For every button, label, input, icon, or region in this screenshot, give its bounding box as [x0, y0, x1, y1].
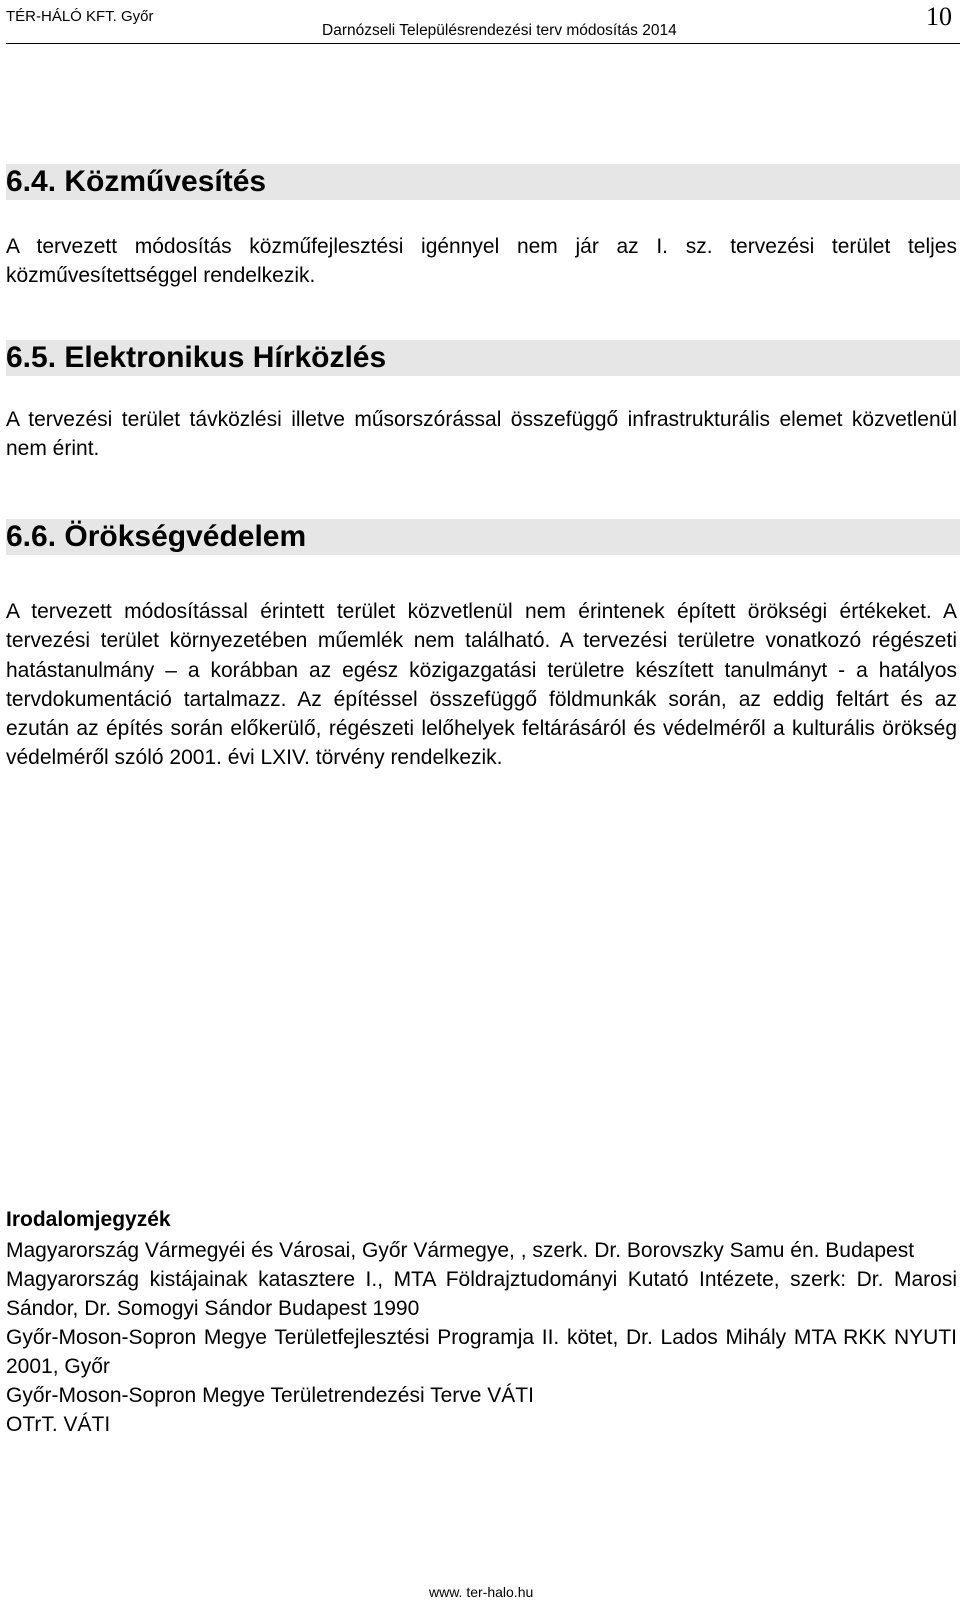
- bibliography-item: Győr-Moson-Sopron Megye Területrendezési Terve VÁTI: [6, 1384, 534, 1407]
- section-body-hirkozles: A tervezési terület távközlési illetve műsorszórással összefüggő infrastrukturális elemet közvetlenül nem érint.: [6, 408, 957, 461]
- bibliography-item: Magyarország Vármegyéi és Városai, Győr Vármegye, , szerk. Dr. Borovszky Samu én. Budapest: [6, 1239, 915, 1262]
- header-document-title: Darnózseli Településrendezési terv módosítás 2014: [322, 22, 677, 39]
- page-number: 10: [926, 2, 952, 31]
- section-title-oroksegvedelem: 6.6. Örökségvédelem: [6, 520, 307, 553]
- header-company: TÉR-HÁLÓ KFT. Győr: [6, 8, 154, 25]
- bibliography-heading: Irodalomjegyzék: [6, 1208, 171, 1231]
- bibliography-item: Magyarország kistájainak katasztere I., MTA Földrajztudományi Kutató Intézete, szerk: Dr. Marosi Sándor, Dr. Somogyi Sándor Budapest 1990: [6, 1268, 957, 1320]
- section-title-kozmuvesites: 6.4. Közművesítés: [6, 165, 267, 198]
- header-divider: [6, 43, 960, 44]
- bibliography-item: Győr-Moson-Sopron Megye Területfejlesztési Programja II. kötet, Dr. Lados Mihály MTA RKK NYUTI 2001, Győr: [6, 1326, 957, 1378]
- footer-website: www. ter-halo.hu: [429, 1584, 534, 1600]
- section-body-kozmuvesites: A tervezett módosítás közműfejlesztési igénnyel nem jár az I. sz. tervezési terület teljes közművesítettséggel rendelkezik.: [6, 235, 957, 288]
- bibliography-item: OTrT. VÁTI: [6, 1413, 111, 1436]
- section-body-oroksegvedelem: A tervezett módosítással érintett terület közvetlenül nem érintenek épített örökségi értékeket. A tervezési terület környezetében műemlék nem található. A tervezési területre vonatkozó régészeti hatástanulmány – a korábban az egész közigazgatási területre készített tanulmányt - a hatályos tervdokumentáció tartalmazz. Az építéssel összefüggő földmunkák során, az eddig feltárt és az ezután az építés során előkerülő, régészeti lelőhelyek feltárásáról és védelméről a kulturális örökség védelméről szóló 2001. évi LXIV. törvény rendelkezik.: [6, 600, 957, 770]
- section-title-hirkozles: 6.5. Elektronikus Hírközlés: [6, 341, 387, 374]
- bibliography-list: [6, 1236, 957, 1439]
